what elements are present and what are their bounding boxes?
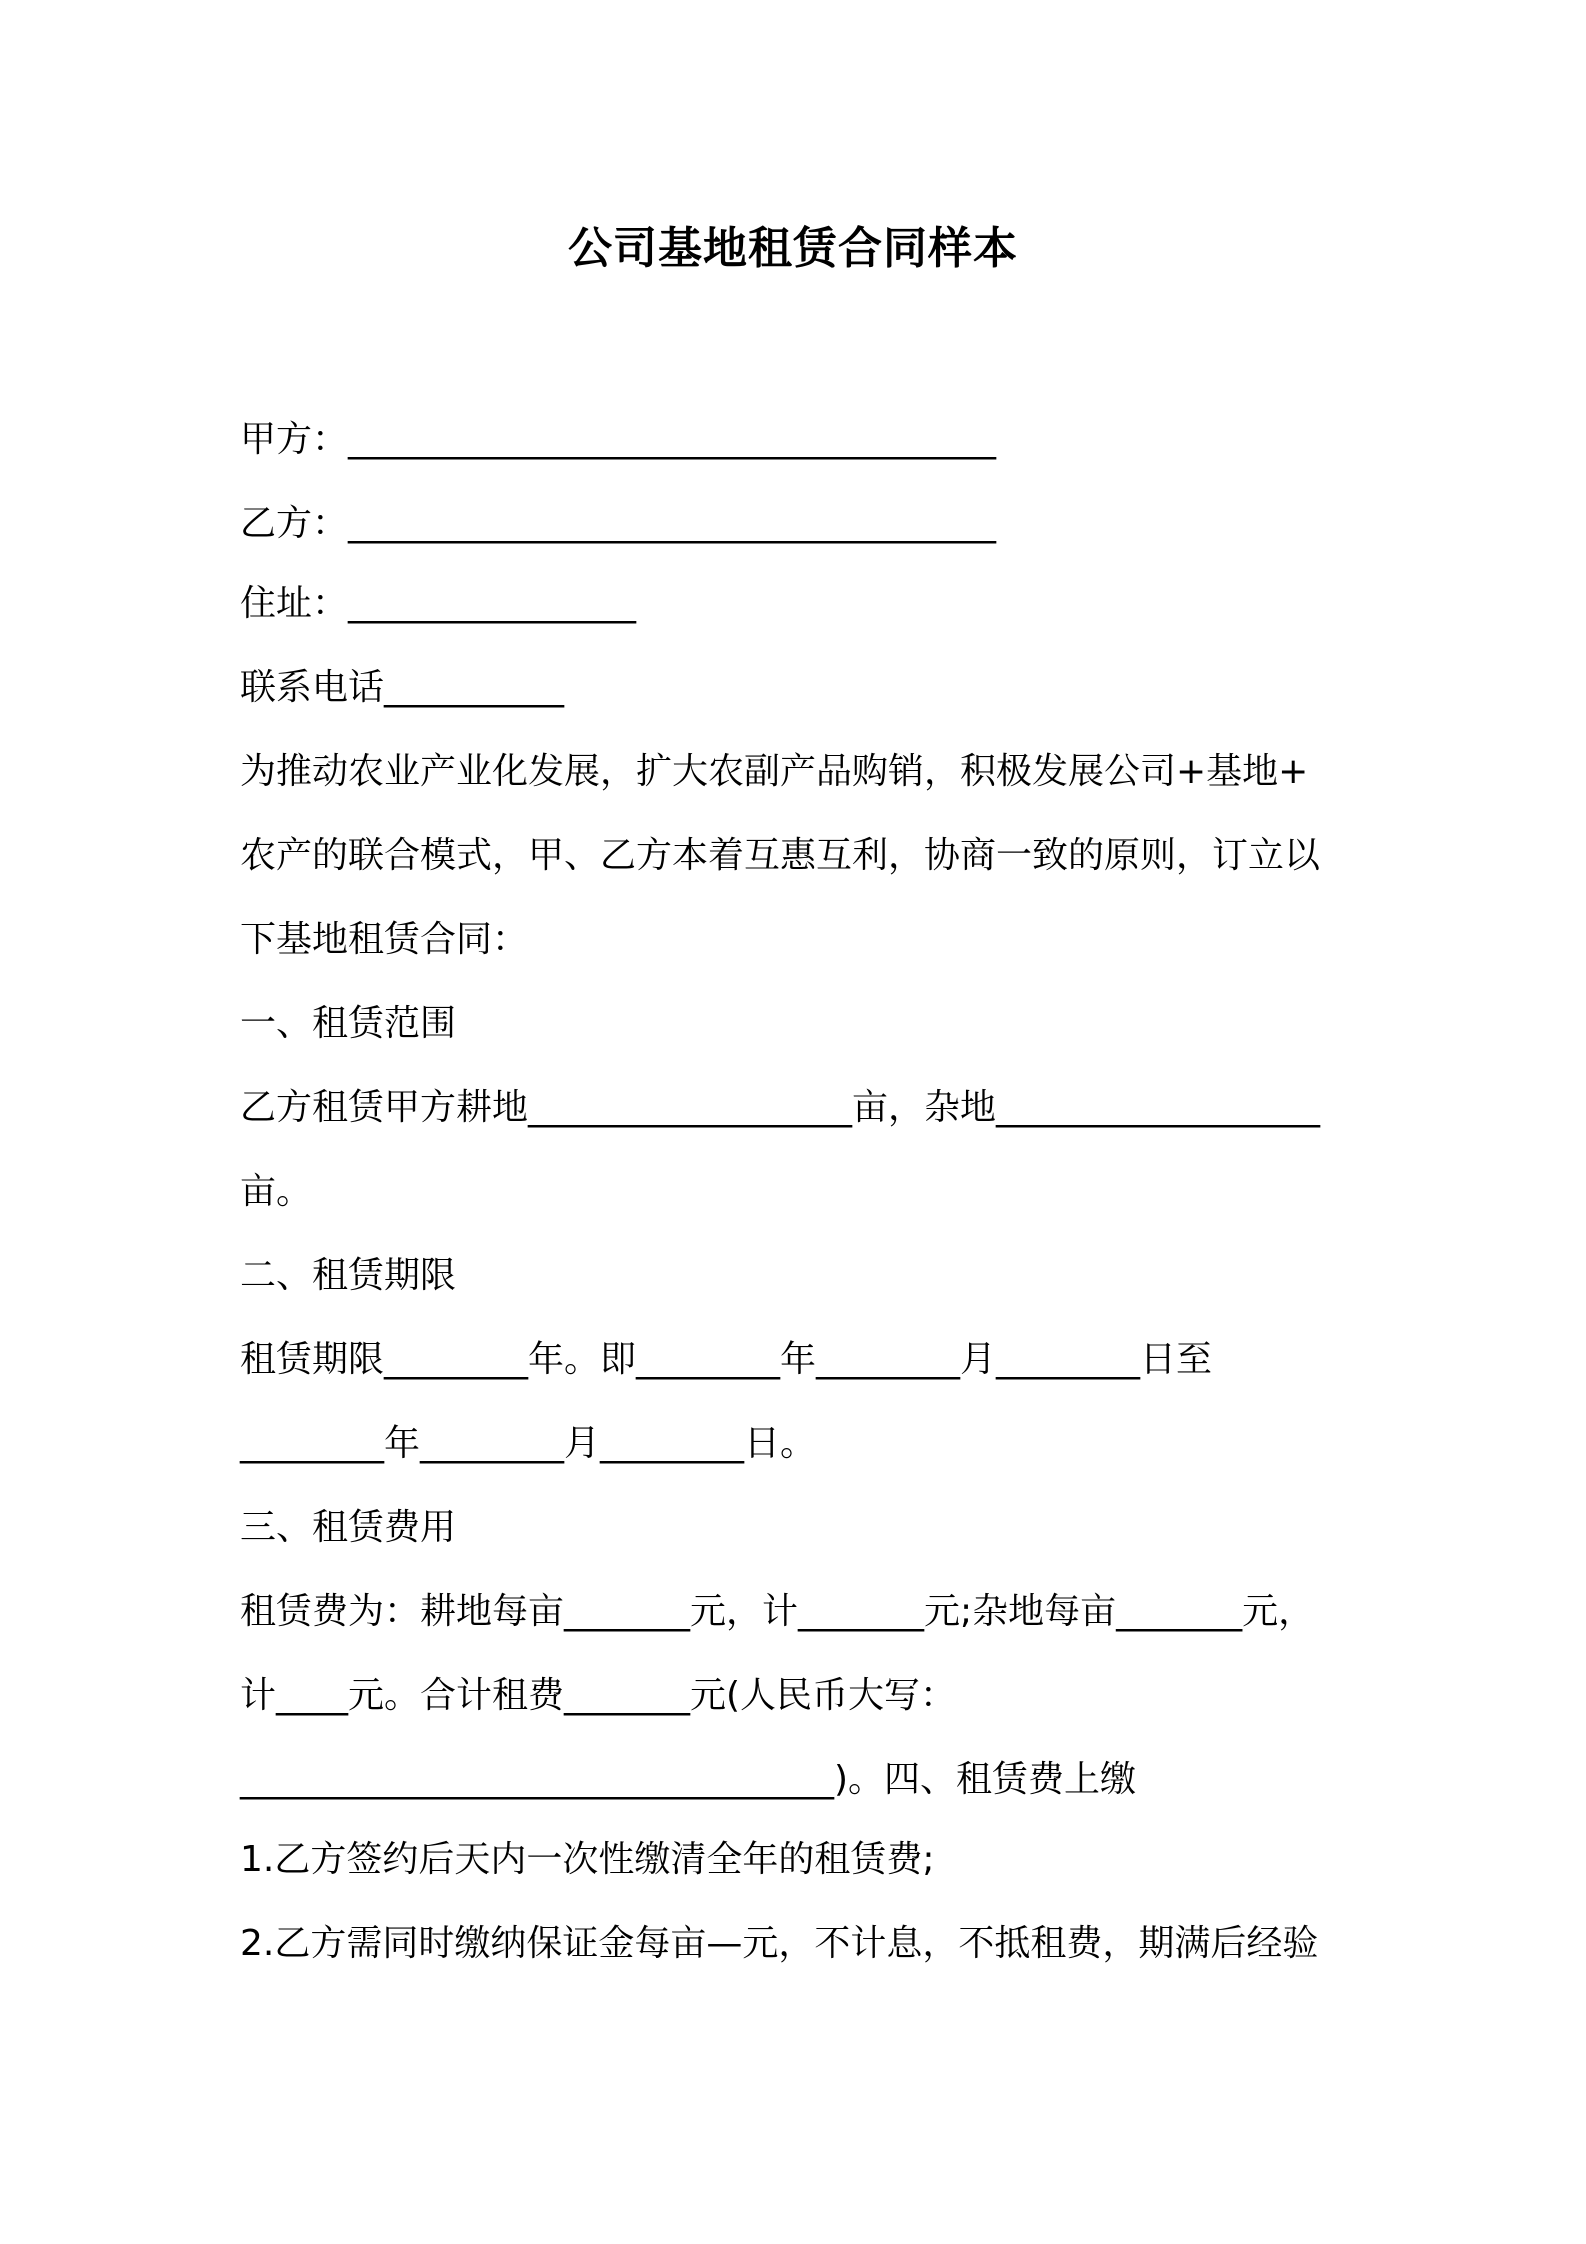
payment-item-1: 1.乙方签约后天内一次性缴清全年的租赁费; xyxy=(240,1839,935,1880)
term-line-1: 租赁期限________年。即________年________月________日至 xyxy=(240,1339,1213,1380)
fee-line-3: _________________________________)。四、租赁费上缴 xyxy=(240,1759,1137,1800)
address-line: 住址：________________ xyxy=(240,583,637,624)
party-a-line: 甲方：____________________________________ xyxy=(240,419,997,460)
fee-line-2: 计____元。合计租费_______元(人民币大写： xyxy=(240,1675,957,1716)
scope-line-2: 亩。 xyxy=(240,1171,313,1212)
intro-line-2: 农产的联合模式，甲、乙方本着互惠互利，协商一致的原则，订立以 xyxy=(240,835,1321,876)
document-title: 公司基地租赁合同样本 xyxy=(568,223,1018,274)
intro-line-3: 下基地租赁合同： xyxy=(240,919,529,960)
term-line-2: ________年________月________日。 xyxy=(240,1423,816,1464)
party-b-line: 乙方：____________________________________ xyxy=(240,503,997,544)
section-heading-fee: 三、租赁费用 xyxy=(240,1507,457,1548)
payment-item-2: 2.乙方需同时缴纳保证金每亩—元，不计息，不抵租费，期满后经验 xyxy=(240,1923,1319,1964)
section-heading-term: 二、租赁期限 xyxy=(240,1255,457,1296)
fee-line-1: 租赁费为：耕地每亩_______元，计_______元;杂地每亩_______元， xyxy=(240,1591,1315,1632)
section-heading-scope: 一、租赁范围 xyxy=(240,1003,457,1044)
phone-line: 联系电话__________ xyxy=(240,667,565,708)
intro-line-1: 为推动农业产业化发展，扩大农副产品购销，积极发展公司+基地+ xyxy=(240,751,1309,792)
scope-line-1: 乙方租赁甲方耕地__________________亩，杂地__________________ xyxy=(240,1087,1321,1128)
